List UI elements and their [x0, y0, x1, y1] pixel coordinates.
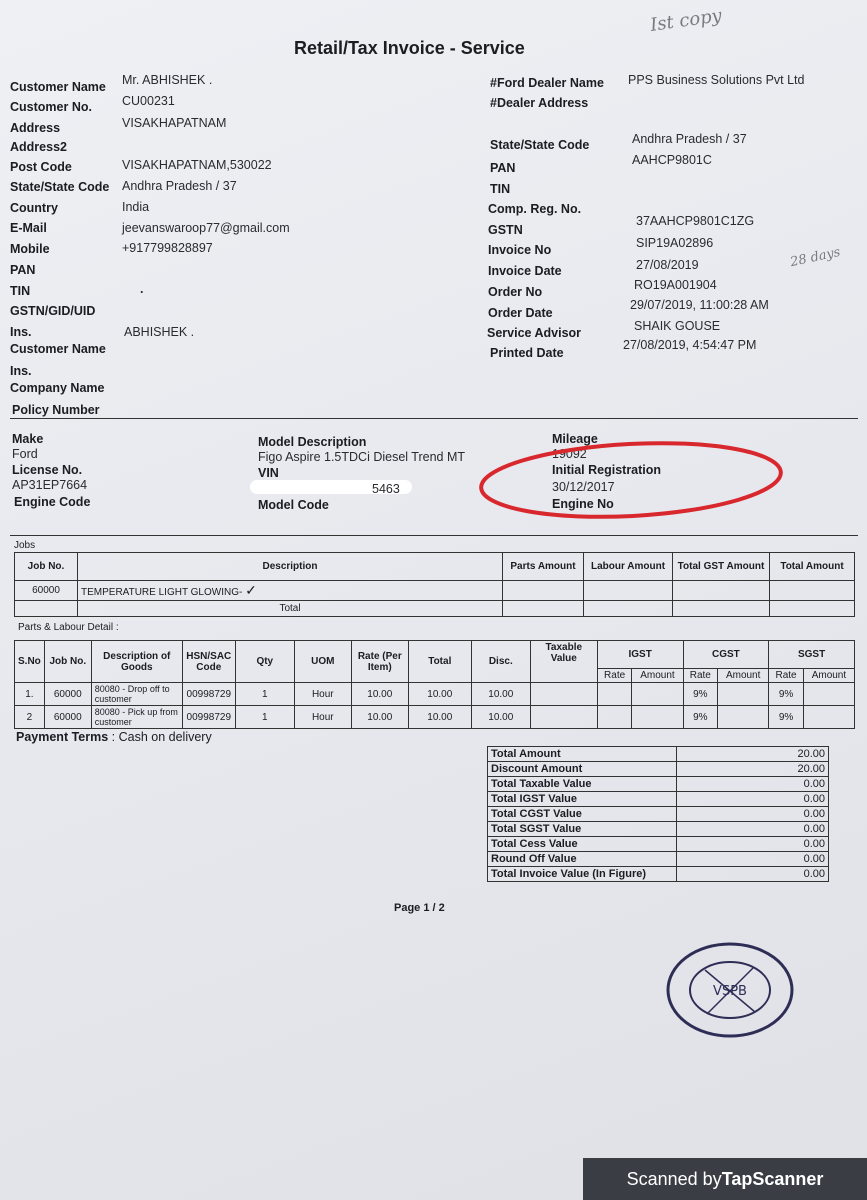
discount-amount-value: 20.00 [677, 762, 829, 777]
row1-rate: 10.00 [351, 683, 408, 706]
table-row [488, 852, 829, 867]
model-description-label: Model Description [258, 435, 367, 449]
model-code-label: Model Code [258, 498, 329, 512]
total-sgst-label: Total SGST Value [488, 822, 677, 837]
job-labour-cell [584, 581, 673, 601]
service-advisor-label: Service Advisor [487, 326, 582, 340]
invoice-no-value: SIP19A02896 [636, 236, 714, 250]
row2-rate: 10.00 [351, 706, 408, 729]
totals-table [487, 746, 829, 882]
mobile-value: +917799828897 [122, 241, 213, 255]
row1-cgst-rate: 9% [683, 683, 718, 706]
parts-col-cgst: CGST [683, 641, 769, 669]
parts-col-description: Description of Goods [91, 641, 182, 683]
handwritten-days-note: 28 days [788, 244, 842, 271]
row2-sno: 2 [15, 706, 45, 729]
table-row [488, 807, 829, 822]
customer-pan-label: PAN [10, 263, 36, 277]
jobs-total-row [15, 601, 855, 617]
dealer-name-value: PPS Business Solutions Pvt Ltd [628, 73, 805, 87]
row2-total: 10.00 [408, 706, 471, 729]
country-label: Country [10, 201, 58, 215]
stamp-text: VSPB [713, 984, 747, 999]
jobs-col-total-gst: Total GST Amount [673, 553, 770, 581]
total-amount-label: Total Amount [488, 747, 677, 762]
jobs-header-row [15, 553, 855, 581]
table-row [488, 867, 829, 882]
mileage-value: 19092 [552, 447, 587, 461]
parts-col-hsn: HSN/SAC Code [182, 641, 235, 683]
row1-qty: 1 [235, 683, 294, 706]
total-cess-label: Total Cess Value [488, 837, 677, 852]
jobs-total-gst [673, 601, 770, 617]
row1-disc: 10.00 [471, 683, 530, 706]
job-parts-cell [503, 581, 584, 601]
payment-terms-value: : Cash on delivery [111, 730, 212, 744]
round-off-value: 0.00 [677, 852, 829, 867]
customer-state-value: Andhra Pradesh / 37 [122, 179, 237, 193]
dealer-gstn-label: GSTN [488, 223, 523, 237]
cgst-rate-header: Rate [683, 669, 718, 683]
payment-terms [16, 730, 212, 744]
total-igst-label: Total IGST Value [488, 792, 677, 807]
igst-rate-header: Rate [597, 669, 632, 683]
order-no-label: Order No [488, 285, 543, 299]
jobs-total-blank [15, 601, 78, 617]
cgst-amount-header: Amount [718, 669, 769, 683]
sgst-amount-header: Amount [803, 669, 854, 683]
make-value: Ford [12, 447, 38, 461]
customer-tin-label: TIN [10, 284, 31, 298]
service-advisor-value: SHAIK GOUSE [634, 319, 721, 333]
customer-name-label: Customer Name [10, 80, 106, 94]
job-description-cell [78, 581, 503, 601]
row1-taxable [530, 683, 597, 706]
printed-date-value: 27/08/2019, 4:54:47 PM [623, 338, 757, 352]
jobs-total-parts [503, 601, 584, 617]
table-row [15, 683, 855, 706]
total-amount-value: 20.00 [677, 747, 829, 762]
comp-reg-no-label: Comp. Reg. No. [488, 202, 582, 216]
ins-company-label: Ins. [10, 364, 32, 378]
parts-col-total: Total [408, 641, 471, 683]
table-row [15, 581, 855, 601]
post-code-value: VISAKHAPATNAM,530022 [122, 158, 272, 172]
parts-col-job-no: Job No. [44, 641, 91, 683]
row1-sgst-amount [803, 683, 854, 706]
invoice-no-label: Invoice No [488, 243, 552, 257]
row2-taxable [530, 706, 597, 729]
parts-col-uom: UOM [294, 641, 351, 683]
row2-hsn: 00998729 [182, 706, 235, 729]
jobs-col-parts-amount: Parts Amount [503, 553, 584, 581]
initial-registration-label: Initial Registration [552, 463, 662, 477]
row2-igst-rate [597, 706, 632, 729]
parts-col-qty: Qty [235, 641, 294, 683]
row2-desc: 80080 - Pick up from customer [91, 706, 182, 729]
model-description-value: Figo Aspire 1.5TDCi Diesel Trend MT [258, 450, 466, 464]
watermark-prefix: Scanned by [626, 1168, 722, 1189]
row2-qty: 1 [235, 706, 294, 729]
jobs-total-amount [770, 601, 855, 617]
row1-job: 60000 [44, 683, 91, 706]
row1-total: 10.00 [408, 683, 471, 706]
handwritten-copy-note: Ist copy [648, 5, 724, 36]
discount-amount-label: Discount Amount [488, 762, 677, 777]
parts-labour-table [14, 640, 855, 729]
table-row [15, 706, 855, 729]
dealer-pan-label: PAN [490, 161, 516, 175]
mobile-label: Mobile [10, 242, 50, 256]
tapscanner-watermark [583, 1158, 867, 1200]
parts-col-sno: S.No [15, 641, 45, 683]
row1-uom: Hour [294, 683, 351, 706]
job-gst-cell [673, 581, 770, 601]
ins-label: Ins. [10, 325, 32, 339]
document-title: Retail/Tax Invoice - Service [294, 38, 525, 58]
table-row [488, 822, 829, 837]
row2-cgst-rate: 9% [683, 706, 718, 729]
row2-cgst-amount [718, 706, 769, 729]
company-seal-stamp [665, 940, 795, 1040]
license-no-label: License No. [12, 463, 83, 477]
engine-code-label: Engine Code [14, 495, 91, 509]
row2-disc: 10.00 [471, 706, 530, 729]
invoice-date-value: 27/08/2019 [636, 258, 699, 272]
payment-terms-label: Payment Terms [16, 730, 109, 744]
jobs-total-labour [584, 601, 673, 617]
dealer-state-label: State/State Code [490, 138, 590, 152]
ins-customer-name-label: Customer Name [10, 342, 106, 356]
order-date-value: 29/07/2019, 11:00:28 AM [630, 298, 769, 312]
address-value: VISAKHAPATNAM [122, 116, 227, 130]
jobs-table [14, 552, 855, 617]
total-igst-value: 0.00 [677, 792, 829, 807]
parts-col-rate: Rate (Per Item) [351, 641, 408, 683]
gstn-gid-uid-label: GSTN/GID/UID [10, 304, 96, 318]
row1-sno: 1. [15, 683, 45, 706]
dealer-gstn-value: 37AAHCP9801C1ZG [636, 214, 755, 228]
round-off-label: Round Off Value [488, 852, 677, 867]
total-sgst-value: 0.00 [677, 822, 829, 837]
customer-no-label: Customer No. [10, 100, 92, 114]
row1-hsn: 00998729 [182, 683, 235, 706]
company-name-label: Company Name [10, 381, 105, 395]
address-label: Address [10, 121, 61, 135]
table-row [488, 747, 829, 762]
total-cgst-label: Total CGST Value [488, 807, 677, 822]
table-row [488, 792, 829, 807]
customer-name-value: Mr. ABHISHEK . [122, 73, 213, 87]
address2-label: Address2 [10, 140, 67, 154]
igst-amount-header: Amount [632, 669, 683, 683]
table-row [488, 777, 829, 792]
row2-uom: Hour [294, 706, 351, 729]
email-label: E-Mail [10, 221, 47, 235]
make-label: Make [12, 432, 44, 446]
parts-col-disc: Disc. [471, 641, 530, 683]
table-row [488, 762, 829, 777]
row2-sgst-rate: 9% [769, 706, 804, 729]
policy-number-label: Policy Number [12, 403, 100, 417]
customer-state-label: State/State Code [10, 180, 110, 194]
row1-sgst-rate: 9% [769, 683, 804, 706]
header-divider [10, 418, 858, 419]
parts-col-taxable: Taxable Value [530, 641, 597, 683]
vin-label: VIN [258, 466, 279, 480]
order-no-value: RO19A001904 [634, 278, 717, 292]
job-description-text: TEMPERATURE LIGHT GLOWING- [81, 587, 243, 598]
ins-customer-name-value: ABHISHEK . [124, 325, 195, 339]
parts-header-row [15, 641, 855, 669]
parts-section-label: Parts & Labour Detail : [18, 622, 119, 633]
checkmark-icon: ✓ [245, 582, 257, 598]
sgst-rate-header: Rate [769, 669, 804, 683]
red-circle-annotation [475, 435, 787, 525]
row1-desc: 80080 - Drop off to customer [91, 683, 182, 706]
vin-value: 5463 [372, 482, 400, 496]
invoice-date-label: Invoice Date [488, 264, 562, 278]
total-taxable-value: 0.00 [677, 777, 829, 792]
dealer-address-label: #Dealer Address [490, 96, 589, 110]
jobs-col-total-amount: Total Amount [770, 553, 855, 581]
total-cgst-value: 0.00 [677, 807, 829, 822]
row1-igst-rate [597, 683, 632, 706]
total-cess-value: 0.00 [677, 837, 829, 852]
customer-tin-value: . [140, 282, 144, 296]
customer-no-value: CU00231 [122, 94, 175, 108]
page-number: Page 1 / 2 [394, 902, 445, 914]
row1-igst-amount [632, 683, 683, 706]
jobs-col-labour-amount: Labour Amount [584, 553, 673, 581]
row2-sgst-amount [803, 706, 854, 729]
engine-no-label: Engine No [552, 497, 614, 511]
printed-date-label: Printed Date [490, 346, 564, 360]
job-total-cell [770, 581, 855, 601]
total-taxable-label: Total Taxable Value [488, 777, 677, 792]
total-invoice-label: Total Invoice Value (In Figure) [488, 867, 677, 882]
jobs-section-label: Jobs [14, 540, 36, 551]
total-invoice-value: 0.00 [677, 867, 829, 882]
parts-col-igst: IGST [597, 641, 683, 669]
dealer-tin-label: TIN [490, 182, 511, 196]
dealer-name-label: #Ford Dealer Name [490, 76, 604, 90]
license-no-value: AP31EP7664 [12, 478, 88, 492]
email-value: jeevanswaroop77@gmail.com [122, 221, 290, 235]
parts-col-sgst: SGST [769, 641, 855, 669]
table-row [488, 837, 829, 852]
jobs-total-label: Total [78, 601, 503, 617]
row2-job: 60000 [44, 706, 91, 729]
watermark-brand: TapScanner [721, 1168, 824, 1189]
country-value: India [122, 200, 150, 214]
initial-registration-value: 30/12/2017 [552, 480, 615, 494]
mileage-label: Mileage [552, 432, 598, 446]
jobs-col-job-no: Job No. [15, 553, 78, 581]
dealer-pan-value: AAHCP9801C [632, 153, 712, 167]
order-date-label: Order Date [488, 306, 553, 320]
job-no-cell: 60000 [15, 581, 78, 601]
row2-igst-amount [632, 706, 683, 729]
row1-cgst-amount [718, 683, 769, 706]
jobs-col-description: Description [78, 553, 503, 581]
dealer-state-value: Andhra Pradesh / 37 [632, 132, 747, 146]
post-code-label: Post Code [10, 160, 72, 174]
vehicle-divider [10, 535, 858, 536]
